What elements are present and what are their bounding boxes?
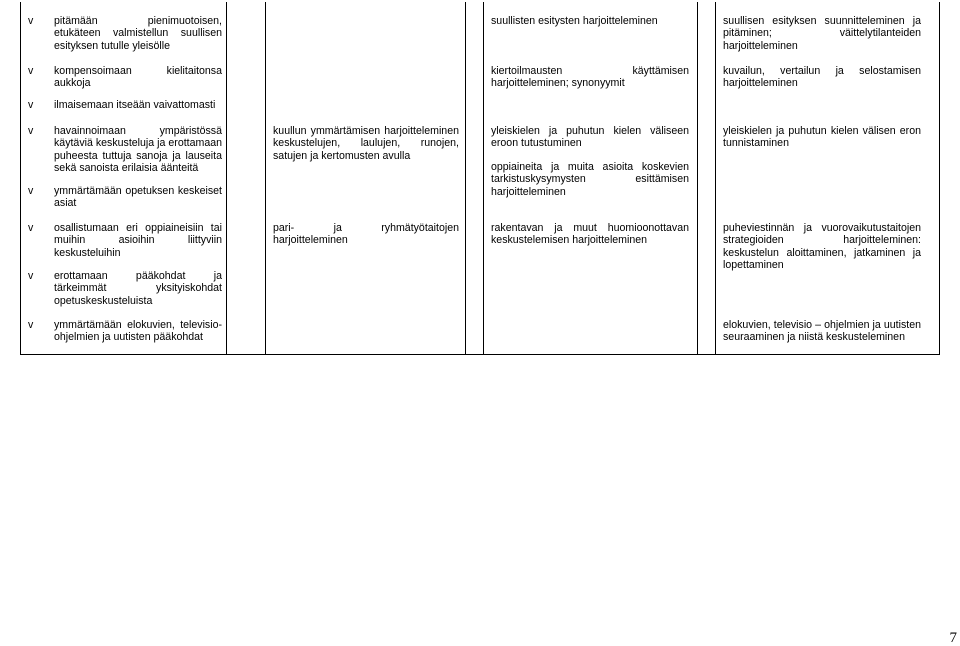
content-text: kuullun ymmärtämisen harjoitteleminen keskustelujen, laulujen, runojen, satujen ja kertomusten avulla: [273, 125, 459, 162]
content-text: elokuvien, televisio – ohjelmien ja uutisten seuraaminen ja niistä keskusteleminen: [723, 319, 921, 344]
bullet-marker: v: [28, 15, 34, 27]
bullet-marker: v: [28, 125, 34, 137]
column-divider: [265, 2, 266, 354]
column-divider: [20, 2, 21, 354]
goal-text: pitämään pienimuotoisen, etukäteen valmistellun suullisen esityksen tutulle yleisölle: [54, 15, 222, 52]
column-divider: [465, 2, 466, 354]
goal-text: ilmaisemaan itseään vaivattomasti: [54, 99, 216, 111]
column-divider: [697, 2, 698, 354]
bullet-marker: v: [28, 99, 34, 111]
content-text: oppiaineita ja muita asioita koskevien tarkistuskysymysten esittämisen harjoitteleminen: [491, 161, 689, 198]
goal-text: osallistumaan eri oppiaineisiin tai muihin asioihin liittyviin keskusteluihin: [54, 222, 222, 259]
bullet-marker: v: [28, 270, 34, 282]
content-text: suullisen esityksen suunnitteleminen ja pitäminen; väittelytilanteiden harjoitteleminen: [723, 15, 921, 52]
goal-text: havainnoimaan ympäristössä käytäviä keskusteluja ja erottamaan puheesta tuttuja sanoja ja lauseita sekä sanoista erilaisia äänteitä: [54, 125, 222, 175]
bullet-marker: v: [28, 319, 34, 331]
bullet-marker: v: [28, 185, 34, 197]
content-text: yleiskielen ja puhutun kielen välisen eron tunnistaminen: [723, 125, 921, 150]
table-bottom-border: [20, 354, 940, 355]
bullet-marker: v: [28, 65, 34, 77]
goal-text: erottamaan pääkohdat ja tärkeimmät yksityiskohdat opetuskeskusteluista: [54, 270, 222, 307]
column-divider: [226, 2, 227, 354]
content-text: kuvailun, vertailun ja selostamisen harjoitteleminen: [723, 65, 921, 90]
page-number: 7: [949, 629, 957, 646]
content-text: kiertoilmausten käyttämisen harjoitteleminen; synonyymit: [491, 65, 689, 90]
goal-text: ymmärtämään opetuksen keskeiset asiat: [54, 185, 222, 210]
content-text: yleiskielen ja puhutun kielen väliseen eroon tutustuminen: [491, 125, 689, 150]
column-divider: [715, 2, 716, 354]
content-text: pari- ja ryhmätyötaitojen harjoitteleminen: [273, 222, 459, 247]
column-divider: [939, 2, 940, 354]
content-text: rakentavan ja muut huomioonottavan keskustelemisen harjoitteleminen: [491, 222, 689, 247]
content-text: puheviestinnän ja vuorovaikutustaitojen strategioiden harjoitteleminen: keskustelun aloittaminen, jatkaminen ja lopettaminen: [723, 222, 921, 272]
content-text: suullisten esitysten harjoitteleminen: [491, 15, 658, 27]
goal-text: ymmärtämään elokuvien, televisio-ohjelmien ja uutisten pääkohdat: [54, 319, 222, 344]
goal-text: kompensoimaan kielitaitonsa aukkoja: [54, 65, 222, 90]
bullet-marker: v: [28, 222, 34, 234]
column-divider: [483, 2, 484, 354]
